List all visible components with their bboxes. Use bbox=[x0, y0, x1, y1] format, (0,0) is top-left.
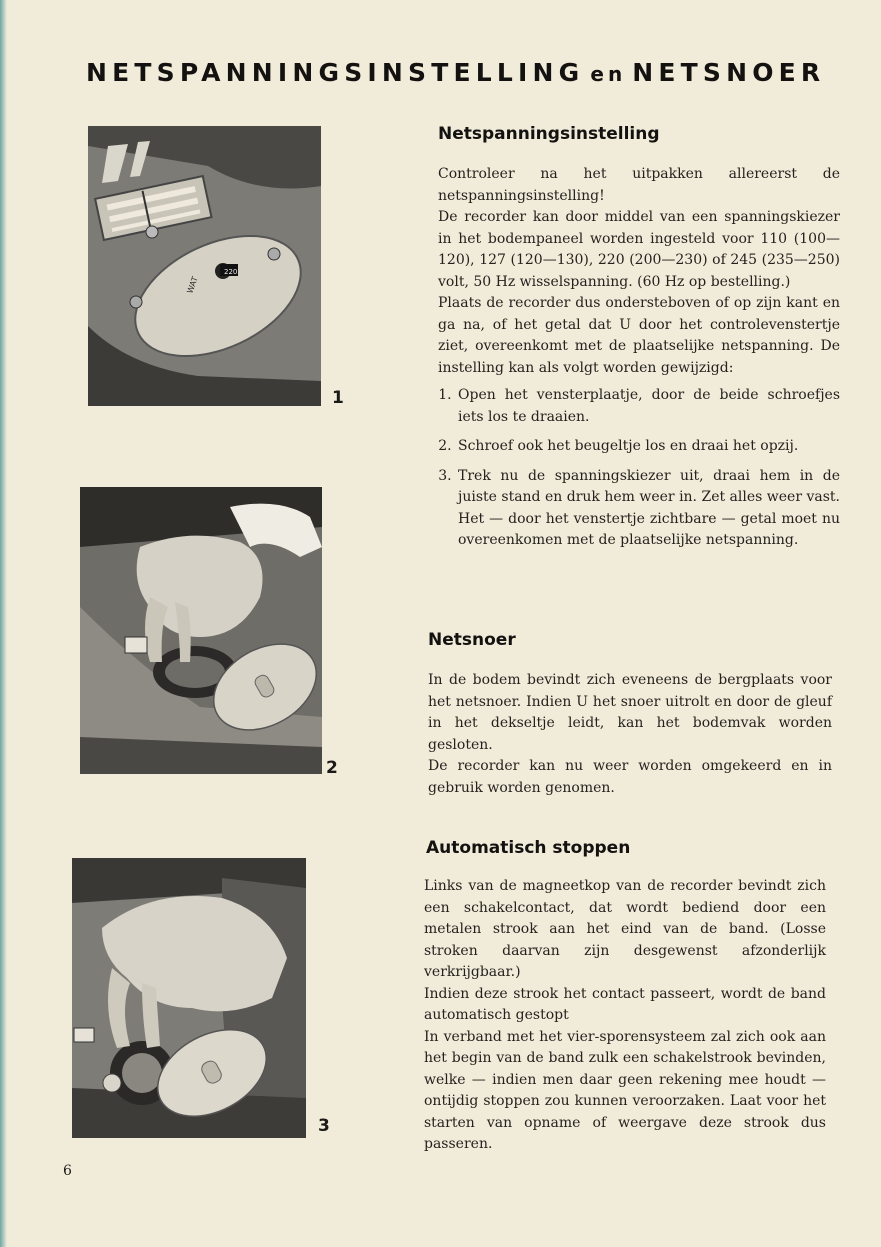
figure-3-number: 3 bbox=[318, 1116, 330, 1136]
netsnoer-text bbox=[428, 670, 832, 799]
voltage-engraving: WAT bbox=[185, 275, 200, 295]
page-number: 6 bbox=[63, 1163, 72, 1179]
paragraph: In de bodem bevindt zich eveneens de bergplaats voor het netsnoer. Indien U het snoer uitrolt en door de gleuf in het dekseltje leidt, kan het bodemvak worden gesloten. bbox=[428, 672, 832, 753]
step-item: 1. Open het vensterplaatje, door de beide schroefjes iets los te draaien. bbox=[456, 385, 840, 428]
page-edge bbox=[0, 0, 7, 1247]
step-item: 3. Trek nu de spanningskiezer uit, draai hem in de juiste stand en druk hem weer in. Zet alles weer vast. Het — door het venstertje zichtbare — getal moet nu overeenkomen met de plaatselijke netspanning. bbox=[456, 466, 840, 552]
heading-netspanningsinstelling: Netspanningsinstelling bbox=[438, 124, 660, 144]
title-connector: en bbox=[590, 62, 627, 86]
figure-1-photo bbox=[88, 126, 321, 406]
paragraph: In verband met het vier-sporensysteem zal zich ook aan het begin van de band zulk een schakelstrook bevinden, welke — indien men daar geen rekening mee houdt — ontijdig stoppen zou kunnen veroorzaken. Laat voor het starten van opname of weergave deze strook dus passeren. bbox=[424, 1028, 826, 1152]
title-end: NETSNOER bbox=[632, 58, 826, 87]
figure-1-number: 1 bbox=[332, 388, 344, 408]
paragraph: Links van de magneetkop van de recorder bevindt zich een schakelcontact, dat wordt bediend door een metalen strook aan het eind van de band. (Losse stroken daarvan zijn desgewenst afzonderlijk verkrijgbaar.) bbox=[424, 878, 826, 980]
paragraph: De recorder kan door middel van een spanningskiezer in het bodempaneel worden ingesteld voor 110 (100—120), 127 (120—130), 220 (200—230) of 245 (235—250) volt, 50 Hz wisselspanning. (60 Hz op bestelling.) bbox=[438, 209, 840, 290]
automatisch-text bbox=[424, 876, 826, 1156]
heading-automatisch-stoppen: Automatisch stoppen bbox=[426, 838, 631, 858]
title-main: NETSPANNINGSINSTELLING bbox=[86, 58, 585, 87]
figure-3-photo bbox=[72, 858, 306, 1138]
netspanning-text bbox=[438, 164, 840, 560]
figure-2-number: 2 bbox=[326, 758, 338, 778]
paragraph: Controleer na het uitpakken allereerst de netspanningsinstelling! bbox=[438, 166, 840, 204]
instruction-steps bbox=[434, 385, 840, 552]
figure-1-illustration bbox=[88, 126, 321, 406]
figure-2-illustration bbox=[80, 487, 322, 774]
step-item: 2. Schroef ook het beugeltje los en draai het opzij. bbox=[456, 436, 840, 458]
voltage-window-label: 220 bbox=[224, 268, 238, 276]
paragraph: Indien deze strook het contact passeert, wordt de band automatisch gestopt bbox=[424, 985, 826, 1023]
heading-netsnoer: Netsnoer bbox=[428, 630, 516, 650]
page-title bbox=[86, 58, 846, 87]
paragraph: De recorder kan nu weer worden omgekeerd en in gebruik worden genomen. bbox=[428, 758, 832, 796]
figure-2-photo bbox=[80, 487, 322, 774]
paragraph: Plaats de recorder dus ondersteboven of op zijn kant en ga na, of het getal dat U door het controlevenstertje ziet, overeenkomt met de plaatselijke netspanning. De instelling kan als volgt worden gewijzigd: bbox=[438, 295, 840, 376]
figure-3-illustration bbox=[72, 858, 306, 1138]
